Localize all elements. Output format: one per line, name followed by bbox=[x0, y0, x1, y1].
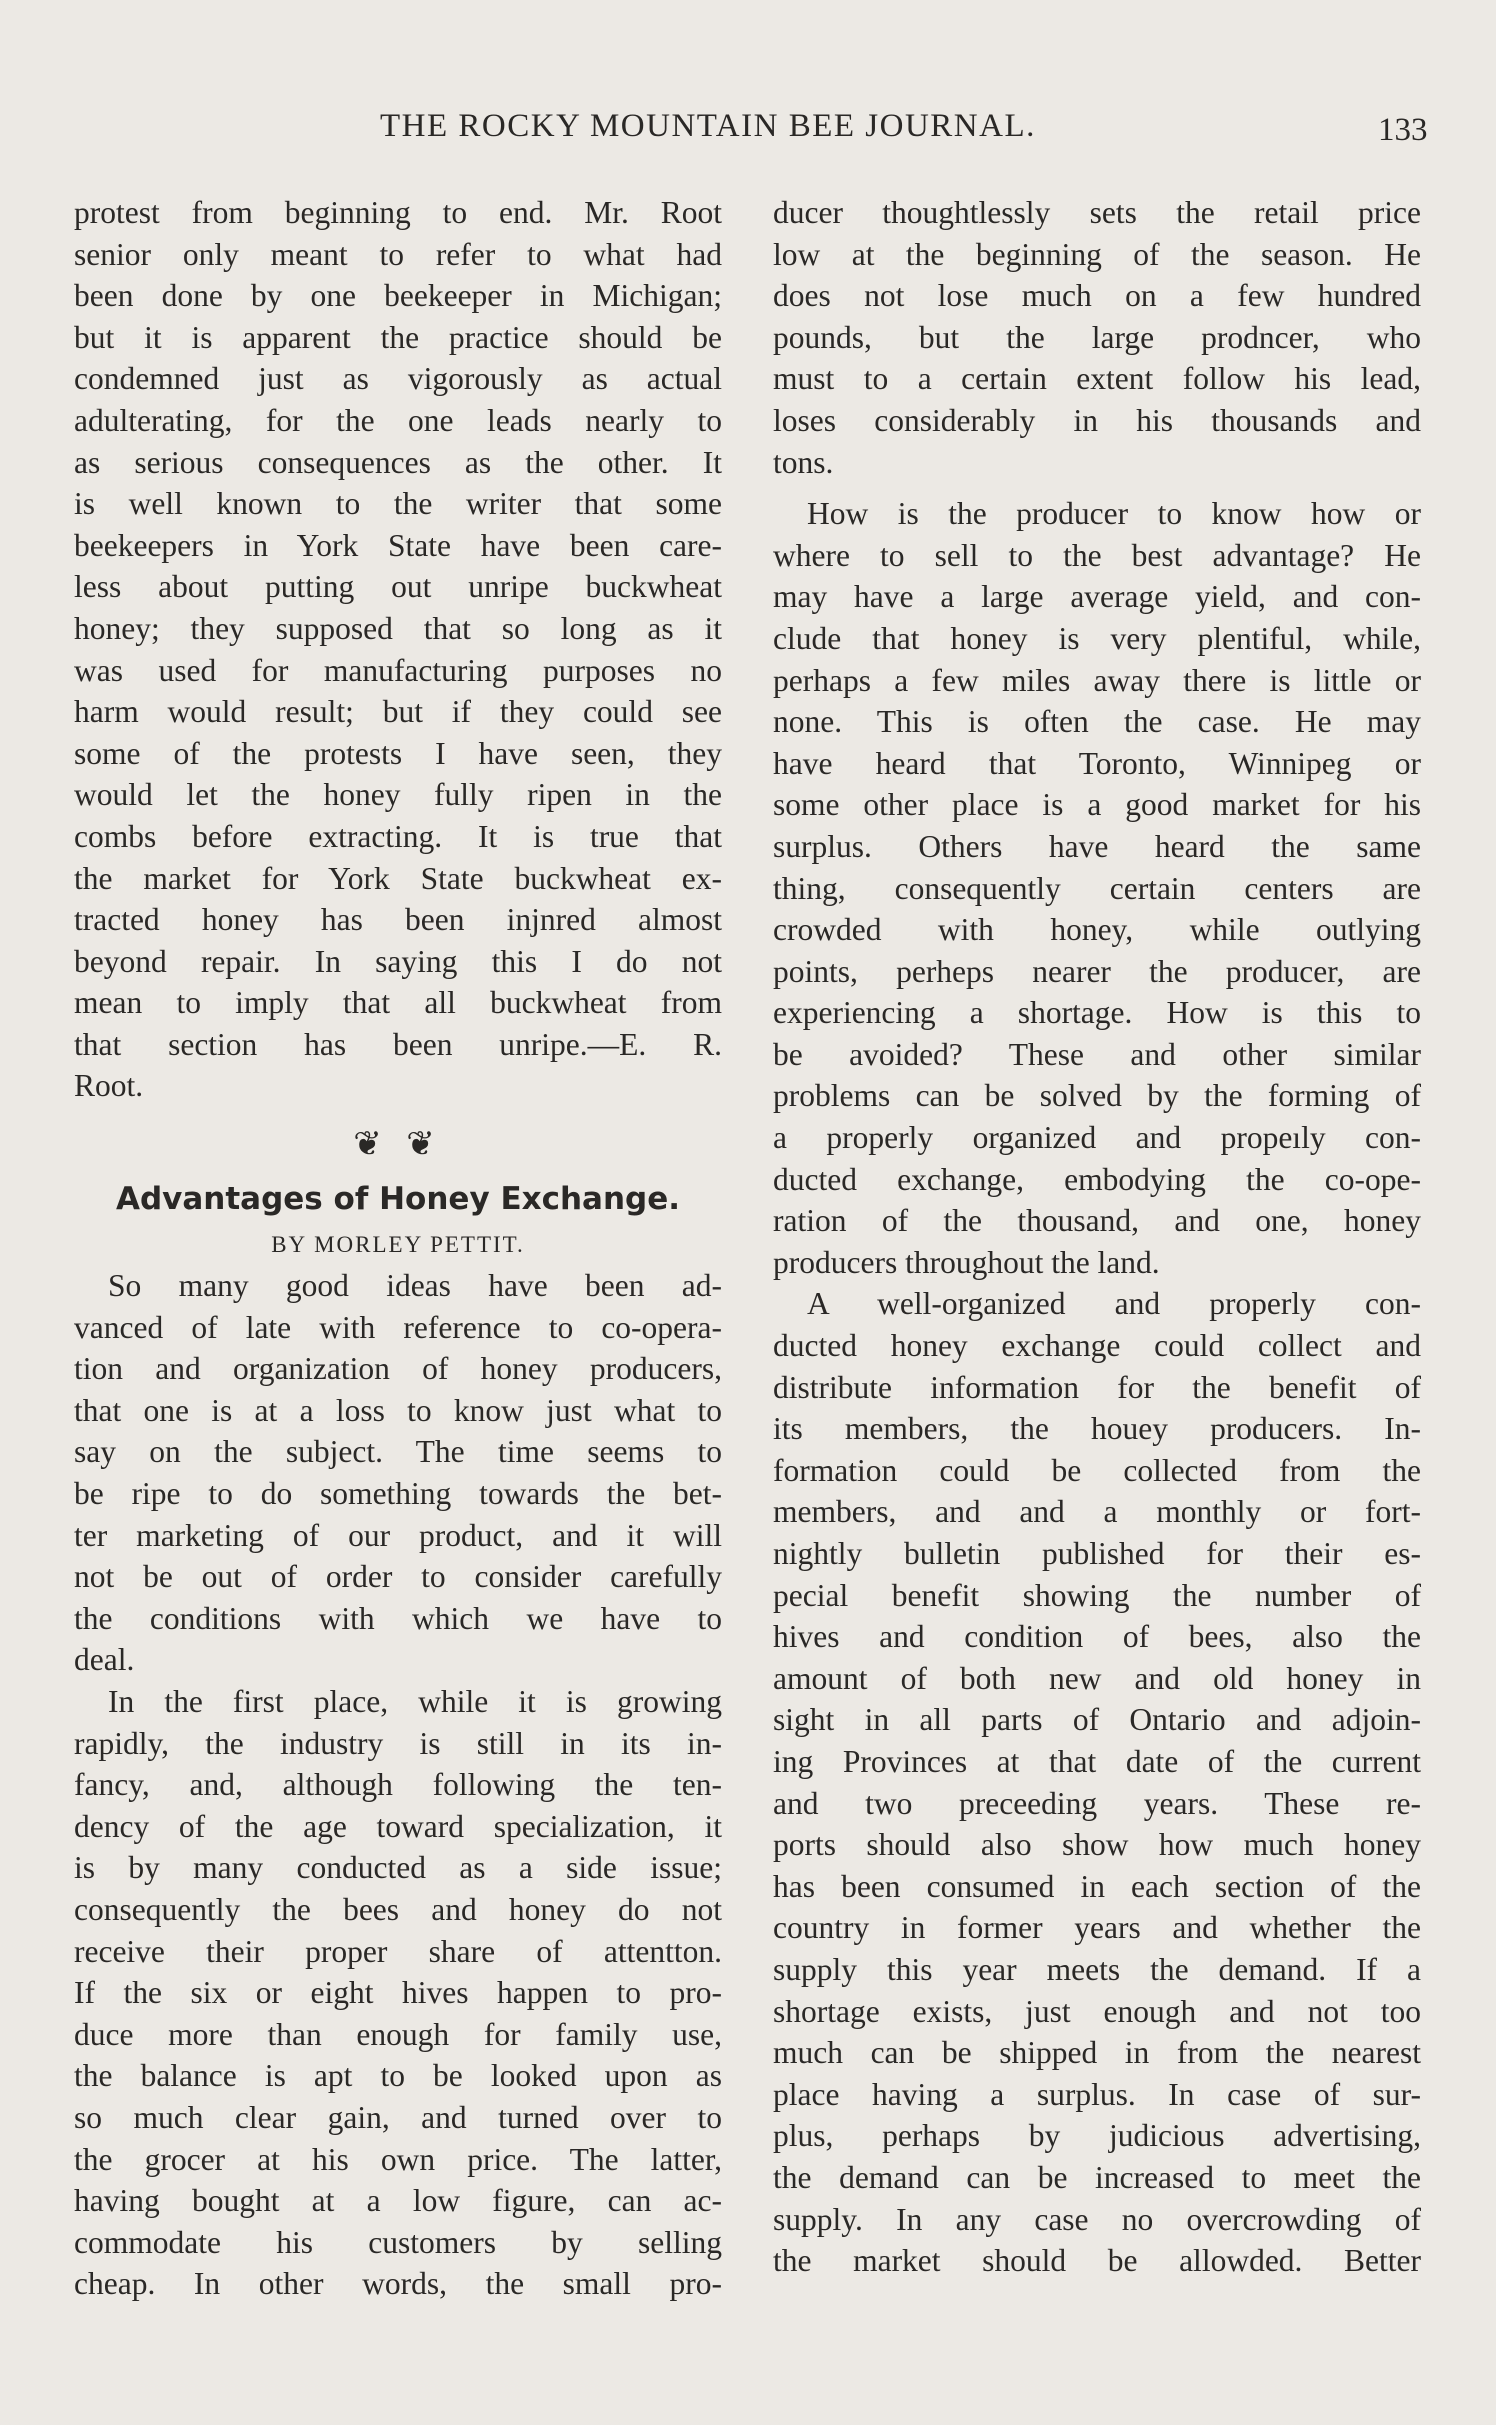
text-line: ports should also show how much honey bbox=[773, 1827, 1421, 1863]
text-line: so much clear gain, and turned over to bbox=[74, 2099, 722, 2135]
text-line: plus, perhaps by judicious advertising, bbox=[773, 2118, 1421, 2154]
text-line: not be out of order to consider carefully bbox=[74, 1559, 722, 1595]
text-line: much can be shipped in from the nearest bbox=[773, 2035, 1421, 2071]
text-line: some other place is a good market for his bbox=[773, 787, 1421, 823]
text-line: crowded with honey, while outlying bbox=[773, 912, 1421, 948]
text-line: adulterating, for the one leads nearly to bbox=[74, 402, 722, 438]
text-line: ducted exchange, embodying the co-ope- bbox=[773, 1161, 1421, 1197]
text-line: honey; they supposed that so long as it bbox=[74, 610, 722, 646]
text-line: have heard that Toronto, Winnipeg or bbox=[773, 745, 1421, 781]
page-number: 133 bbox=[1378, 112, 1428, 148]
text-line: the market should be allowded. Better bbox=[773, 2243, 1421, 2279]
text-line: How is the producer to know how or bbox=[807, 496, 1421, 532]
text-line: and two preceeding years. These re- bbox=[773, 1785, 1421, 1821]
text-line: fancy, and, although following the ten- bbox=[74, 1767, 722, 1803]
text-line: deal. bbox=[74, 1642, 135, 1678]
text-line: none. This is often the case. He may bbox=[773, 704, 1421, 740]
text-line: was used for manufacturing purposes no bbox=[74, 652, 722, 688]
text-line: the conditions with which we have to bbox=[74, 1600, 722, 1636]
text-line: cheap. In other words, the small pro- bbox=[74, 2266, 722, 2302]
text-line: some of the protests I have seen, they bbox=[74, 735, 722, 771]
text-line: supply this year meets the demand. If a bbox=[773, 1951, 1421, 1987]
text-line: distribute information for the benefit of bbox=[773, 1369, 1421, 1405]
ornament-icon: ❦ ❦ bbox=[353, 1126, 443, 1164]
text-line: rapidly, the industry is still in its in- bbox=[74, 1725, 722, 1761]
text-line: ration of the thousand, and one, honey bbox=[773, 1203, 1421, 1239]
text-line: thing, consequently certain centers are bbox=[773, 870, 1421, 906]
text-line: place having a surplus. In case of sur- bbox=[773, 2076, 1421, 2112]
text-line: nightly bulletin published for their es- bbox=[773, 1536, 1421, 1571]
text-line: commodate his customers by selling bbox=[74, 2224, 722, 2260]
text-line: pecial benefit showing the number of bbox=[773, 1577, 1421, 1613]
text-line: country in former years and whether the bbox=[773, 1910, 1421, 1946]
text-line: In the first place, while it is growing bbox=[108, 1684, 722, 1719]
right-column bbox=[773, 192, 1421, 2282]
text-line: where to sell to the best advantage? He bbox=[773, 537, 1421, 573]
text-line: clude that honey is very plentiful, while, bbox=[773, 620, 1421, 656]
text-line: ducer thoughtlessly sets the retail price bbox=[773, 195, 1421, 230]
text-line: a properly organized and propeıly con- bbox=[773, 1120, 1421, 1156]
text-line: formation could be collected from the bbox=[773, 1452, 1421, 1488]
text-line: So many good ideas have been ad- bbox=[108, 1268, 722, 1304]
text-line: sight in all parts of Ontario and adjoin- bbox=[773, 1702, 1421, 1738]
article-title: Advantages of Honey Exchange. bbox=[115, 1181, 681, 1218]
text-line: the balance is apt to be looked upon as bbox=[74, 2058, 722, 2094]
text-line: ing Provinces at that date of the current bbox=[773, 1743, 1421, 1779]
left-column bbox=[74, 192, 722, 2305]
text-line: less about putting out unripe buckwheat bbox=[74, 569, 722, 605]
text-line: hives and condition of bees, also the bbox=[773, 1619, 1421, 1655]
text-line: ter marketing of our product, and it will bbox=[74, 1517, 722, 1553]
text-line: that section has been unripe.—E. R. bbox=[74, 1026, 722, 1062]
running-head: THE ROCKY MOUNTAIN BEE JOURNAL. bbox=[380, 108, 1036, 144]
text-line: its members, the houey producers. In- bbox=[773, 1411, 1421, 1447]
text-line: shortage exists, just enough and not too bbox=[773, 1993, 1421, 2029]
paragraph bbox=[74, 1265, 722, 1681]
text-line: tion and organization of honey producers, bbox=[74, 1351, 722, 1387]
text-line: dency of the age toward specialization, it bbox=[74, 1808, 722, 1844]
continued-paragraph bbox=[74, 192, 722, 1107]
text-line: loses considerably in his thousands and bbox=[773, 402, 1421, 438]
byline: BY MORLEY PETTIT. bbox=[271, 1232, 525, 1258]
text-line: tracted honey has been injnred almost bbox=[74, 902, 722, 938]
text-line: combs before extracting. It is true that bbox=[74, 818, 722, 854]
text-line: is by many conducted as a side issue; bbox=[74, 1850, 722, 1886]
text-line: been done by one beekeeper in Michigan; bbox=[74, 278, 722, 314]
text-line: Root. bbox=[74, 1068, 144, 1104]
text-line: producers throughout the land. bbox=[773, 1244, 1160, 1280]
paragraph bbox=[773, 192, 1421, 483]
text-line: pounds, but the large prodncer, who bbox=[773, 319, 1421, 355]
text-line: may have a large average yield, and con- bbox=[773, 579, 1421, 615]
text-line: be ripe to do something towards the bet- bbox=[74, 1476, 722, 1512]
paragraph-gap bbox=[773, 483, 1421, 493]
text-line: is well known to the writer that some bbox=[74, 486, 722, 522]
paragraph bbox=[74, 1681, 722, 2305]
text-line: tons. bbox=[773, 444, 834, 480]
text-line: mean to imply that all buckwheat from bbox=[74, 985, 722, 1021]
text-line: supply. In any case no overcrowding of bbox=[773, 2201, 1421, 2237]
text-line: but it is apparent the practice should be bbox=[74, 319, 722, 355]
text-line: the demand can be increased to meet the bbox=[773, 2159, 1421, 2195]
text-line: receive their proper share of attentton. bbox=[74, 1933, 722, 1969]
text-line: ducted honey exchange could collect and bbox=[773, 1328, 1421, 1364]
text-line: A well-organized and properly con- bbox=[807, 1286, 1421, 1322]
text-line: has been consumed in each section of the bbox=[773, 1868, 1421, 1904]
text-line: say on the subject. The time seems to bbox=[74, 1434, 722, 1470]
text-line: must to a certain extent follow his lead, bbox=[773, 361, 1421, 397]
text-line: the grocer at his own price. The latter, bbox=[74, 2141, 722, 2177]
text-line: be avoided? These and other similar bbox=[773, 1036, 1421, 1072]
text-line: consequently the bees and honey do not bbox=[74, 1891, 722, 1927]
text-line: does not lose much on a few hundred bbox=[773, 278, 1421, 314]
text-line: having bought at a low figure, can ac- bbox=[74, 2183, 722, 2219]
text-line: experiencing a shortage. How is this to bbox=[773, 995, 1421, 1031]
text-line: problems can be solved by the forming of bbox=[773, 1078, 1421, 1114]
text-line: harm would result; but if they could see bbox=[74, 694, 722, 730]
text-line: would let the honey fully ripen in the bbox=[74, 777, 722, 813]
paragraph bbox=[773, 493, 1421, 1283]
text-line: condemned just as vigorously as actual bbox=[74, 361, 722, 397]
text-line: that one is at a loss to know just what to bbox=[74, 1392, 722, 1428]
text-line: surplus. Others have heard the same bbox=[773, 828, 1421, 864]
text-line: duce more than enough for family use, bbox=[74, 2016, 722, 2052]
text-line: low at the beginning of the season. He bbox=[773, 236, 1421, 272]
text-line: perhaps a few miles away there is little or bbox=[773, 662, 1421, 698]
text-line: points, perheps nearer the producer, are bbox=[773, 953, 1421, 989]
text-line: members, and and a monthly or fort- bbox=[773, 1494, 1421, 1530]
paragraph bbox=[773, 1283, 1421, 2281]
text-line: the market for York State buckwheat ex- bbox=[74, 860, 722, 896]
text-line: amount of both new and old honey in bbox=[773, 1660, 1421, 1696]
text-line: protest from beginning to end. Mr. Root bbox=[74, 195, 722, 230]
text-line: as serious consequences as the other. It bbox=[74, 444, 722, 480]
text-line: beekeepers in York State have been care- bbox=[74, 527, 722, 563]
text-line: beyond repair. In saying this I do not bbox=[74, 943, 722, 979]
text-line: If the six or eight hives happen to pro- bbox=[74, 1975, 722, 2011]
text-line: senior only meant to refer to what had bbox=[74, 236, 722, 272]
text-line: vanced of late with reference to co-opera- bbox=[74, 1309, 722, 1345]
